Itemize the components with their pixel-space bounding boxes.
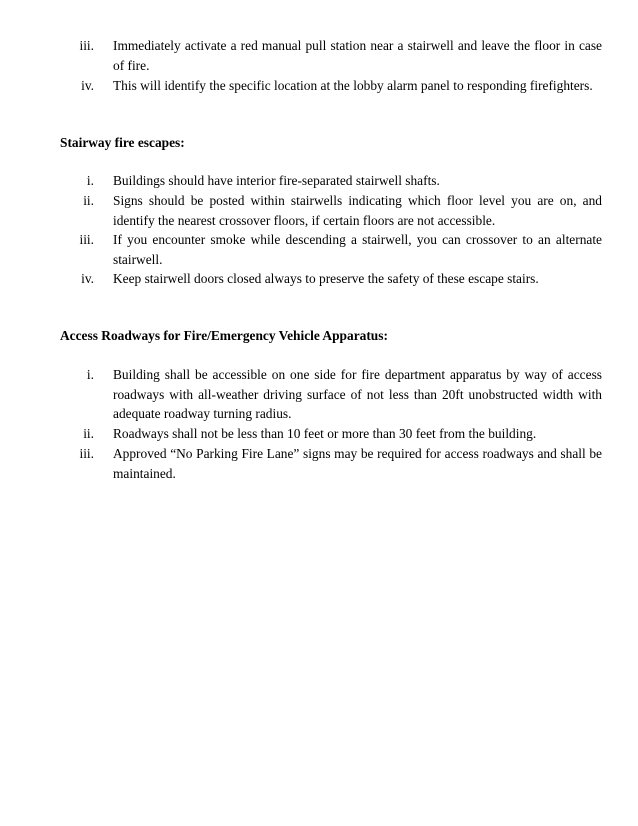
section-heading-stairway: Stairway fire escapes: bbox=[60, 135, 185, 150]
list-item-number: iv. bbox=[81, 271, 94, 286]
list-item-number: ii. bbox=[83, 193, 94, 208]
list-item-text: Keep stairwell doors closed always to preserve the safety of these escape stairs. bbox=[113, 271, 539, 286]
list-item-text: Signs should be posted within stairwells indicating which floor level you are on, and identify the nearest crossover floors, if certain floors are not accessible. bbox=[113, 193, 602, 228]
list-item-number: i. bbox=[86, 173, 94, 188]
list-item-number: i. bbox=[86, 367, 94, 382]
list-item-number: iii. bbox=[79, 38, 94, 53]
list-item-text: Building shall be accessible on one side for fire department apparatus by way of access roadways with all-weather driving surface of not less than 20ft unobstructed width with adequate roadway turning radius. bbox=[113, 367, 602, 421]
list-item-text: If you encounter smoke while descending a stairwell, you can crossover to an alternate stairwell. bbox=[113, 232, 602, 267]
list-item-text: This will identify the specific location at the lobby alarm panel to responding firefighters. bbox=[113, 78, 593, 93]
list-item-text: Buildings should have interior fire-separated stairwell shafts. bbox=[113, 173, 440, 188]
list-item-number: iv. bbox=[81, 78, 94, 93]
list-item-number: iii. bbox=[79, 446, 94, 461]
list-item-number: ii. bbox=[83, 426, 94, 441]
list-item-text: Approved “No Parking Fire Lane” signs may be required for access roadways and shall be maintained. bbox=[113, 446, 602, 481]
list-item-text: Immediately activate a red manual pull station near a stairwell and leave the floor in case of fire. bbox=[113, 38, 602, 73]
section-heading-roadways: Access Roadways for Fire/Emergency Vehicle Apparatus: bbox=[60, 328, 388, 343]
list-item-number: iii. bbox=[79, 232, 94, 247]
list-item-text: Roadways shall not be less than 10 feet or more than 30 feet from the building. bbox=[113, 426, 537, 441]
